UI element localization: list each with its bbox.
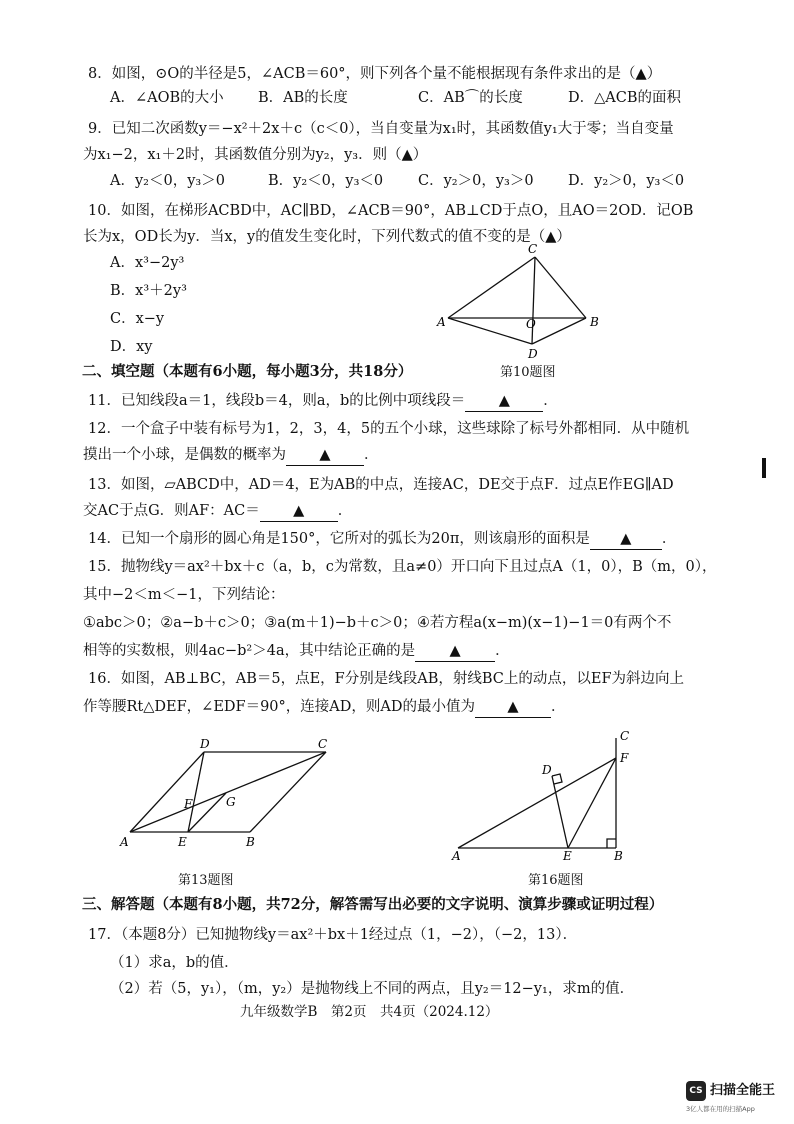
q12-stem: 摸出一个小球，是偶数的概率为 [83, 447, 286, 463]
q9-option-c: C．y₂＞0，y₃＞0 [418, 173, 534, 189]
fig16-caption: 第16题图 [528, 873, 584, 888]
q15-line1: 15．抛物线y＝ax²＋bx＋c（a，b，c为常数，且a≠0）开口向下且过点A（1，0），B（m，0）， [88, 559, 717, 575]
fig13-label-b: B [246, 835, 255, 849]
scanner-subtitle: 3亿人都在用的扫描App [686, 1105, 755, 1113]
q16-line1: 16．如图，AB⊥BC，AB＝5，点E，F分别是线段AB，射线BC上的动点，以EF为斜边向上 [88, 671, 685, 687]
q11-stem: 11．已知线段a＝1，线段b＝4，则a，b的比例中项线段＝ [88, 393, 466, 409]
fig10-label-c: C [528, 242, 538, 256]
fig13-caption: 第13题图 [178, 873, 234, 888]
section2-heading: 二、填空题（本题有6小题，每小题3分，共18分） [82, 363, 413, 380]
q11-text: 11．已知线段a＝1，线段b＝4，则a，b的比例中项线段＝ ▲ ． [88, 391, 558, 412]
q12-line1: 12．一个盒子中装有标号为1，2，3，4，5的五个小球，这些球除了标号外都相同．从中随机 [88, 421, 690, 437]
fig16-label-d: D [542, 763, 552, 777]
q14-stem: 14．已知一个扇形的圆心角是150°，它所对的弧长为20π，则该扇形的面积是 [88, 531, 590, 547]
scanner-watermark [686, 1078, 794, 1118]
fig16-label-f: F [620, 751, 629, 765]
figure-q10 [428, 240, 608, 366]
q9-option-b: B．y₂＜0，y₃＜0 [268, 173, 384, 189]
q10-option-a: A．x³−2y³ [110, 255, 185, 271]
q12-line2: 摸出一个小球，是偶数的概率为 ▲ ． [83, 445, 379, 466]
q17-line1: 17．（本题8分）已知抛物线y＝ax²＋bx＋1经过点（1，−2），（−2，13）． [88, 927, 578, 943]
q17-part1: （1）求a，b的值． [110, 955, 239, 971]
q14-blank: ▲ [590, 529, 662, 550]
scanner-logo-icon: CS [686, 1081, 706, 1101]
fig10-caption: 第10题图 [500, 365, 556, 380]
q8-stem: 8．如图，⊙O的半径是5，∠ACB＝60°，则下列各个量不能根据现有条件求出的是（▲） [88, 66, 662, 82]
q13-blank: ▲ [260, 501, 338, 522]
q10-stem-line2: 长为x，OD长为y．当x，y的值发生变化时，下列代数式的值不变的是（▲） [83, 229, 571, 245]
fig16-label-a: A [452, 849, 461, 862]
q13-stem: 交AC于点G．则AF：AC＝ [83, 503, 260, 519]
scanner-name: 扫描全能王 [710, 1083, 776, 1098]
q8-option-b: B．AB的长度 [258, 90, 348, 106]
q10-option-b: B．x³＋2y³ [110, 283, 187, 299]
figure-q13 [112, 736, 352, 852]
fig13-label-d: D [200, 737, 210, 751]
fig13-label-e: E [178, 835, 187, 849]
q16-line2: 作等腰Rt△DEF，∠EDF＝90°，连接AD，则AD的最小值为 ▲ ． [83, 697, 565, 718]
q17-part2: （2）若（5，y₁），（m，y₂）是抛物线上不同的两点，且y₂＝12−y₁，求m的值． [110, 981, 635, 997]
fig13-label-c: C [318, 737, 328, 751]
q13-line1: 13．如图，▱ABCD中，AD＝4，E为AB的中点，连接AC，DE交于点F．过点E作EG∥AD [88, 477, 674, 493]
q15-line3: ①abc＞0；②a−b＋c＞0；③a(m＋1)−b＋c＞0；④若方程a(x−m)(x−1)−1＝0有两个不 [83, 615, 672, 631]
figure-q16 [444, 724, 644, 862]
q8-option-d: D．△ACB的面积 [568, 90, 681, 106]
q10-option-c: C．x−y [110, 311, 165, 327]
q9-option-a: A．y₂＜0，y₃＞0 [110, 173, 225, 189]
q9-stem-line2: 为x₁−2，x₁＋2时，其函数值分别为y₂，y₃．则（▲） [83, 147, 428, 163]
fig13-label-a: A [120, 835, 129, 849]
q11-blank: ▲ [465, 391, 543, 412]
fig10-label-a: A [437, 315, 446, 329]
q15-stem: 相等的实数根，则4ac−b²＞4a，其中结论正确的是 [83, 643, 416, 659]
fig16-label-b: B [614, 849, 623, 862]
q15-line4: 相等的实数根，则4ac−b²＞4a，其中结论正确的是 ▲ ． [83, 641, 510, 662]
q13-line2: 交AC于点G．则AF：AC＝ ▲ ． [83, 501, 352, 522]
q9-stem-line1: 9．已知二次函数y＝−x²＋2x＋c（c＜0），当自变量为x₁时，其函数值y₁大于零；当自变量 [88, 121, 674, 137]
q9-option-d: D．y₂＞0，y₃＜0 [568, 173, 685, 189]
fig10-label-d: D [528, 347, 538, 361]
q10-stem-line1: 10．如图，在梯形ACBD中，AC∥BD，∠ACB＝90°，AB⊥CD于点O，且AO＝2OD．记OB [88, 203, 694, 219]
q15-line2: 其中−2＜m＜−1，下列结论： [83, 587, 285, 603]
q12-blank: ▲ [286, 445, 364, 466]
q10-option-d: D．xy [110, 339, 153, 355]
fig16-label-e: E [563, 849, 572, 862]
section3-heading: 三、解答题（本题有8小题，共72分，解答需写出必要的文字说明、演算步骤或证明过程） [82, 896, 664, 913]
fig13-label-g: G [226, 795, 236, 809]
fig10-label-b: B [590, 315, 599, 329]
fig16-label-c: C [620, 729, 630, 743]
fig13-label-f: F [184, 797, 193, 811]
margin-marker [762, 458, 766, 478]
q14-text: 14．已知一个扇形的圆心角是150°，它所对的弧长为20π，则该扇形的面积是 ▲ ． [88, 529, 676, 550]
q15-blank: ▲ [415, 641, 495, 662]
page-footer: 九年级数学B 第2页 共4页（2024.12） [240, 1004, 499, 1020]
q8-option-a: A．∠AOB的大小 [110, 90, 224, 106]
q16-stem: 作等腰Rt△DEF，∠EDF＝90°，连接AD，则AD的最小值为 [83, 699, 475, 715]
q8-option-c: C．AB⌒的长度 [418, 90, 523, 106]
q16-blank: ▲ [475, 697, 551, 718]
fig10-label-o: O [526, 317, 536, 331]
